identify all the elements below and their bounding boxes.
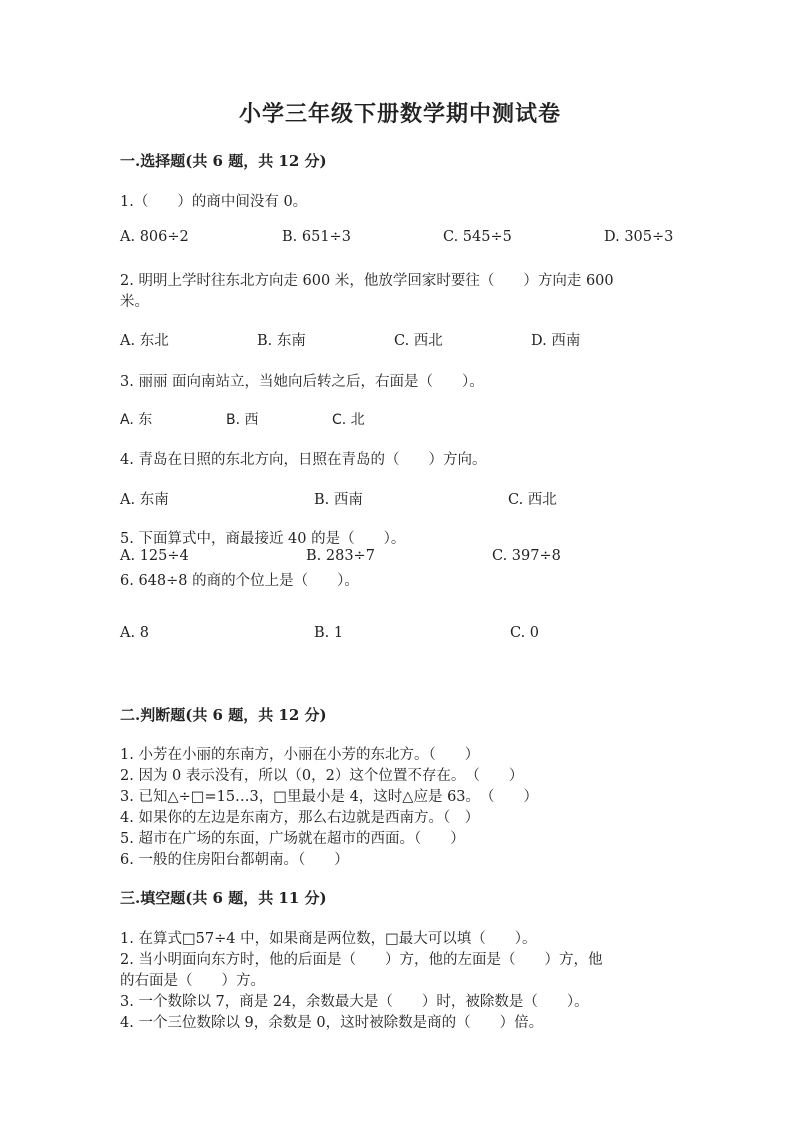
page-title: 小学三年级下册数学期中测试卷 <box>238 101 561 127</box>
option: B. 651÷3 <box>282 229 351 245</box>
option: A. 东 <box>120 412 153 428</box>
judgment-item: 6. 一般的住房阳台都朝南。（ ） <box>120 852 349 868</box>
judgment-item: 4. 如果你的左边是东南方，那么右边就是西南方。（ ） <box>120 810 480 826</box>
option: A. 东北 <box>120 333 169 349</box>
section-heading-choice: 一.选择题(共 6 题，共 12 分) <box>120 152 327 170</box>
option: B. 西 <box>226 412 259 428</box>
question-stem: 5. 下面算式中，商最接近 40 的是（ ）。 <box>120 531 406 547</box>
option: C. 西北 <box>394 333 443 349</box>
option: A. 806÷2 <box>120 229 189 245</box>
option: C. 545÷5 <box>443 229 512 245</box>
option: B. 西南 <box>314 492 363 508</box>
fill-blank-item: 3. 一个数除以 7，商是 24，余数最大是（ ）时，被除数是（ ）。 <box>120 994 589 1010</box>
option: C. 0 <box>510 625 540 641</box>
option: A. 东南 <box>120 492 169 508</box>
question-stem: 6. 648÷8 的商的个位上是（ ）。 <box>120 573 359 589</box>
section-heading-fill-blank: 三.填空题(共 6 题，共 11 分) <box>120 889 327 907</box>
question-stem: 4. 青岛在日照的东北方向，日照在青岛的（ ）方向。 <box>120 452 487 468</box>
section-heading-judgment: 二.判断题(共 6 题，共 12 分) <box>120 706 327 724</box>
judgment-item: 1. 小芳在小丽的东南方，小丽在小芳的东北方。（ ） <box>120 747 480 763</box>
option: C. 西北 <box>508 492 557 508</box>
question-stem: 1.（ ）的商中间没有 0。 <box>120 194 308 210</box>
fill-blank-item: 2. 当小明面向东方时，他的后面是（ ）方，他的左面是（ ）方，他 <box>120 952 603 968</box>
question-stem: 3. 丽丽 面向南站立，当她向后转之后，右面是（ ）。 <box>120 374 484 390</box>
judgment-item: 3. 已知△÷□=15…3，□里最小是 4，这时△应是 63。 （ ） <box>120 789 539 805</box>
fill-blank-item: 4. 一个三位数除以 9，余数是 0，这时被除数是商的（ ）倍。 <box>120 1015 544 1031</box>
judgment-item: 2. 因为 0 表示没有，所以（0，2）这个位置不存在。 （ ） <box>120 768 524 784</box>
question-stem: 2. 明明上学时往东北方向走 600 米，他放学回家时要往（ ）方向走 600 <box>120 273 614 289</box>
question-stem-continued: 米。 <box>120 294 149 310</box>
fill-blank-item-continued: 的右面是（ ）方。 <box>120 973 265 989</box>
option: D. 西南 <box>531 333 581 349</box>
option: B. 东南 <box>257 333 306 349</box>
option: D. 305÷3 <box>604 229 674 245</box>
option: C. 397÷8 <box>492 548 561 564</box>
option: C. 北 <box>332 412 365 428</box>
option: B. 1 <box>314 625 344 641</box>
fill-blank-item: 1. 在算式□57÷4 中，如果商是两位数，□最大可以填（ ）。 <box>120 931 537 947</box>
option: A. 125÷4 <box>120 548 189 564</box>
option: B. 283÷7 <box>306 548 375 564</box>
judgment-item: 5. 超市在广场的东面，广场就在超市的西面。（ ） <box>120 831 465 847</box>
option: A. 8 <box>120 625 149 641</box>
